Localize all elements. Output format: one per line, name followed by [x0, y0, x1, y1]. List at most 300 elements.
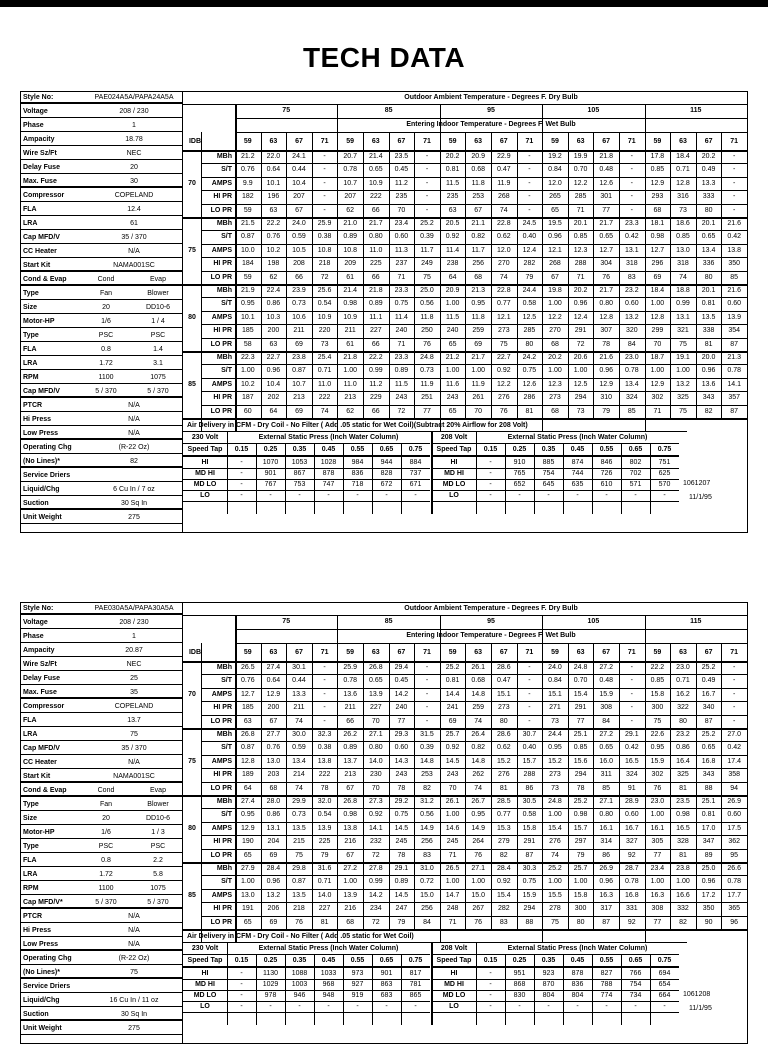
- perf-value: 0.98: [676, 811, 690, 819]
- wet-bulb-header: 67: [704, 649, 713, 656]
- perf-value: 66: [371, 340, 380, 348]
- air-cfm-value: 754: [542, 470, 555, 477]
- perf-value: 0.89: [343, 744, 357, 752]
- perf-value: 29.8: [292, 865, 306, 872]
- perf-value: 74: [295, 717, 303, 725]
- perf-value: 21.6: [599, 354, 613, 361]
- perf-value: 0.45: [394, 166, 409, 174]
- perf-value: 347: [702, 838, 715, 846]
- wet-bulb-header: 59: [346, 649, 355, 656]
- perf-value: 0.75: [522, 367, 537, 375]
- grid-line: [593, 643, 594, 929]
- air-cfm-value: -: [385, 1003, 388, 1010]
- perf-value: 350: [728, 260, 741, 268]
- air-esp-title: External Static Press (Inch Water Column): [258, 434, 399, 441]
- perf-value: 296: [651, 260, 664, 268]
- perf-value: 21.2: [445, 354, 460, 361]
- air-cfm-value: 1088: [291, 970, 308, 977]
- grid-line: [432, 443, 679, 444]
- perf-value: 16.4: [676, 757, 690, 765]
- air-volt-label: 230 Volt: [191, 945, 219, 952]
- air-esp-value: 0.25: [512, 446, 527, 453]
- perf-value: 0.96: [599, 878, 613, 886]
- perf-value: 13.5: [292, 891, 306, 899]
- air-speed-tap: MD LO: [442, 481, 466, 488]
- perf-value: 79: [397, 918, 406, 926]
- perf-value: 234: [369, 905, 382, 913]
- perf-row-label: MBh: [216, 798, 232, 805]
- spec-row: [21, 176, 183, 188]
- spec-column: [21, 92, 183, 532]
- perf-value: 70: [397, 206, 406, 214]
- spec-label: LRA: [23, 360, 38, 367]
- spec-row: [21, 757, 183, 769]
- wet-bulb-header: 63: [679, 649, 687, 656]
- grid-line: [201, 391, 747, 392]
- perf-value: 67: [551, 273, 559, 281]
- perf-value: 15.7: [573, 824, 588, 832]
- perf-value: 0.95: [471, 300, 485, 308]
- perf-value: 0.65: [701, 744, 716, 752]
- perf-value: -: [323, 179, 326, 187]
- perf-value: 27.4: [266, 664, 281, 671]
- perf-value: 243: [395, 394, 408, 402]
- air-cfm-value: -: [298, 1003, 301, 1010]
- perf-value: 80: [704, 206, 713, 214]
- wet-bulb-header: 63: [679, 138, 687, 145]
- spec-value-evap: 1 / 4: [151, 318, 165, 325]
- perf-value: 0.86: [676, 744, 690, 752]
- air-cfm-value: -: [298, 492, 301, 499]
- perf-value: -: [425, 206, 429, 214]
- wet-bulb-header: 67: [397, 649, 406, 656]
- perf-value: 27.7: [266, 731, 281, 738]
- perf-value: 19.9: [573, 153, 588, 160]
- perf-value: 362: [728, 838, 741, 846]
- air-cfm-value: -: [240, 992, 243, 999]
- perf-value: 22.2: [650, 664, 665, 671]
- air-cfm-value: 846: [600, 459, 613, 466]
- perf-value: 23.2: [624, 287, 639, 294]
- spec-label: Liquid/Chg: [23, 486, 60, 493]
- perf-value: -: [323, 153, 326, 160]
- perf-value: 16.3: [599, 891, 613, 899]
- air-cfm-value: 625: [658, 470, 671, 477]
- spec-label: LRA: [23, 871, 38, 878]
- perf-value: 25.2: [573, 798, 588, 805]
- perf-value: 69: [448, 717, 457, 725]
- perf-value: 30.3: [522, 865, 537, 872]
- grid-line: [183, 479, 430, 480]
- wet-bulb-header: 59: [653, 138, 662, 145]
- perf-value: -: [323, 677, 326, 685]
- perf-value: -: [425, 690, 429, 698]
- air-esp-value: 0.15: [234, 957, 249, 964]
- perf-value: 268: [497, 193, 510, 201]
- perf-value: 1.00: [445, 878, 460, 886]
- air-cfm-value: -: [240, 492, 243, 499]
- grid-line: [568, 132, 569, 418]
- perf-value: -: [630, 664, 633, 671]
- perf-value: -: [425, 179, 429, 187]
- perf-value: 17.4: [727, 757, 741, 765]
- perf-value: 27.1: [368, 731, 383, 738]
- air-speed-tap-label: Speed Tap: [187, 446, 223, 453]
- perf-value: 27.8: [368, 865, 383, 872]
- perf-value: 22.3: [240, 354, 255, 361]
- perf-value: 235: [395, 193, 408, 201]
- air-cfm-value: 901: [380, 970, 393, 977]
- perf-value: -: [323, 664, 326, 671]
- perf-value: 28.0: [266, 798, 281, 805]
- grid-line: [201, 849, 747, 850]
- spec-value-cond: Fan: [99, 801, 113, 808]
- air-esp-value: 0.45: [570, 446, 585, 453]
- perf-value: 225: [318, 838, 331, 846]
- perf-value: 229: [369, 394, 382, 402]
- perf-value: 80: [576, 918, 585, 926]
- air-speed-tap: LO: [449, 1003, 459, 1010]
- perf-value: 84: [423, 918, 431, 926]
- perf-value: 270: [549, 327, 561, 335]
- perf-value: 12.9: [650, 380, 665, 388]
- air-esp-value: 0.15: [483, 446, 498, 453]
- perf-value: 0.78: [624, 367, 639, 375]
- spec-value: (R-22 Oz): [118, 955, 150, 962]
- perf-value: 25.1: [573, 731, 588, 738]
- perf-value: 81: [525, 407, 534, 415]
- spec-value: 12.4: [127, 206, 141, 213]
- spec-label: Compressor: [23, 192, 65, 199]
- perf-value: 0.85: [650, 677, 665, 685]
- perf-row-label: HI PR: [213, 327, 232, 335]
- perf-value: 15.8: [522, 824, 537, 832]
- perf-value: 10.4: [292, 179, 306, 187]
- perf-value: 76: [602, 273, 611, 281]
- perf-value: 0.58: [522, 811, 537, 819]
- spec-label: RPM: [23, 374, 39, 381]
- perf-value: 27.2: [599, 731, 613, 738]
- air-cfm-value: 984: [351, 459, 364, 466]
- perf-value: -: [425, 664, 429, 671]
- perf-value: 23.4: [650, 865, 665, 872]
- perf-value: 0.65: [599, 233, 613, 241]
- perf-value: 294: [574, 394, 587, 402]
- perf-value: 19.8: [548, 287, 562, 294]
- perf-value: 0.85: [650, 166, 665, 174]
- perf-value: 15.9: [650, 757, 665, 765]
- grid-line: [183, 1001, 430, 1002]
- spec-value: 20.87: [125, 647, 143, 654]
- spec-row: [21, 162, 183, 174]
- perf-row-label: AMPS: [211, 690, 232, 698]
- wet-bulb-header: 63: [371, 138, 380, 145]
- perf-value: 21.7: [368, 220, 383, 227]
- perf-value: 67: [346, 851, 355, 859]
- footer-date: 11/1/95: [689, 1005, 712, 1012]
- perf-value: 77: [397, 717, 406, 725]
- perf-row-label: HI PR: [213, 394, 232, 402]
- perf-value: 23.2: [676, 731, 690, 738]
- perf-value: 267: [472, 905, 485, 913]
- perf-value: 0.47: [496, 166, 511, 174]
- spec-row: [21, 855, 183, 867]
- perf-value: 26.2: [343, 731, 357, 738]
- perf-value: 20.2: [701, 153, 716, 160]
- spec-value: NEC: [126, 150, 142, 157]
- perf-value: 25.6: [317, 287, 332, 294]
- spec-row: [21, 953, 183, 965]
- spec-row: [21, 358, 183, 370]
- spec-label: Type: [23, 843, 39, 850]
- perf-value: 75: [295, 851, 303, 859]
- perf-value: 0.68: [471, 166, 485, 174]
- perf-value: 13.2: [266, 891, 281, 899]
- perf-value: 1.00: [548, 300, 562, 308]
- spec-value: N/A: [128, 913, 140, 920]
- perf-value: 22.6: [650, 731, 665, 738]
- perf-value: 21.6: [727, 220, 741, 227]
- perf-value: 19.5: [548, 220, 562, 227]
- air-esp-value: 0.55: [350, 957, 365, 964]
- perf-value: 227: [369, 704, 382, 712]
- perf-value: 25.2: [701, 664, 716, 671]
- perf-value: 0.76: [266, 233, 281, 241]
- perf-value: 23.8: [676, 865, 690, 872]
- perf-value: 24.4: [522, 287, 537, 294]
- spec-label: Compressor: [23, 703, 65, 710]
- perf-value: 13.4: [624, 380, 639, 388]
- perf-value: 240: [395, 327, 408, 335]
- perf-value: -: [733, 664, 736, 671]
- perf-value: 1.00: [650, 811, 665, 819]
- perf-value: -: [733, 206, 736, 214]
- perf-value: 0.84: [548, 166, 562, 174]
- perf-value: 13.4: [292, 757, 306, 765]
- perf-value: 75: [679, 340, 687, 348]
- air-cfm-value: 734: [629, 992, 642, 999]
- spec-label: Cap MFD/V: [23, 234, 60, 241]
- spec-label: FLA: [23, 206, 37, 213]
- perf-value: 21.8: [343, 354, 357, 361]
- perf-row-label: MBh: [216, 354, 232, 361]
- spec-label: Voltage: [23, 108, 48, 115]
- spec-label: Low Press: [23, 430, 59, 437]
- air-speed-tap: HI: [201, 459, 209, 466]
- perf-value: 23.9: [292, 287, 306, 294]
- perf-value: 68: [551, 407, 559, 415]
- air-cfm-value: 836: [351, 470, 364, 477]
- grid-line: [563, 954, 564, 1025]
- grid-line: [183, 979, 430, 980]
- spec-label: Liquid/Chg: [23, 997, 60, 1004]
- perf-value: -: [630, 704, 633, 712]
- grid-line: [256, 954, 257, 1025]
- wet-bulb-header: 67: [602, 649, 611, 656]
- grid-line: [476, 431, 477, 514]
- perf-value: 68: [474, 273, 483, 281]
- perf-value: 83: [423, 851, 431, 859]
- perf-value: 0.65: [368, 166, 383, 174]
- perf-value: 26.6: [727, 865, 741, 872]
- perf-value: 0.65: [599, 744, 613, 752]
- spec-value-evap: 5.8: [153, 871, 163, 878]
- wet-bulb-header: 63: [269, 138, 278, 145]
- perf-value: 11.0: [318, 380, 332, 388]
- spec-label: FLA: [23, 857, 37, 864]
- perf-value: 26.1: [471, 664, 485, 671]
- perf-row-label: LO PR: [210, 784, 232, 792]
- perf-row-label: HI PR: [213, 905, 232, 913]
- perf-value: 222: [318, 771, 331, 779]
- perf-value: 0.98: [650, 233, 665, 241]
- air-cfm-value: -: [269, 1003, 272, 1010]
- perf-value: 87: [730, 407, 739, 415]
- spec-value: NAMA001SC: [113, 773, 155, 780]
- perf-value: 22.2: [266, 220, 281, 227]
- grid-line: [505, 954, 506, 1025]
- spec-row: [21, 302, 183, 314]
- perf-value: 0.92: [445, 233, 460, 241]
- grid-line: [670, 643, 671, 929]
- perf-value: 11.9: [420, 380, 434, 388]
- perf-value: 23.4: [394, 220, 409, 227]
- spec-value: COPELAND: [114, 703, 154, 710]
- perf-value: 0.56: [420, 811, 434, 819]
- perf-value: 14.5: [394, 824, 409, 832]
- perf-value: 20.1: [701, 220, 716, 227]
- spec-value-evap: 1 / 3: [151, 829, 165, 836]
- spec-row: [21, 827, 183, 839]
- spec-label: Cap MFD/V*: [23, 899, 63, 906]
- perf-value: 14.4: [445, 690, 460, 698]
- grid-line: [621, 443, 622, 514]
- perf-value: -: [528, 690, 531, 698]
- perf-value: 14.8: [471, 757, 485, 765]
- spec-value: NEC: [126, 661, 142, 668]
- perf-value: 222: [318, 394, 331, 402]
- spec-label: Hi Press: [23, 927, 52, 934]
- air-speed-tap: HI: [201, 970, 209, 977]
- perf-value: 211: [293, 704, 305, 712]
- spec-label: CC Heater: [23, 759, 57, 766]
- spec-value: 30 Sq In: [120, 1011, 148, 1018]
- footer-id: 1061208: [683, 991, 711, 998]
- perf-value: 25.0: [701, 865, 716, 872]
- air-cfm-value: -: [663, 1003, 666, 1010]
- air-volt-label: 230 Volt: [191, 434, 219, 441]
- perf-value: 16.6: [676, 891, 690, 899]
- perf-value: 69: [474, 340, 483, 348]
- air-cfm-value: -: [518, 492, 521, 499]
- perf-value: 302: [651, 394, 664, 402]
- perf-row-label: LO PR: [210, 717, 232, 725]
- perf-value: 11.4: [394, 313, 408, 321]
- air-cfm-value: 885: [542, 459, 555, 466]
- spec-row: [21, 288, 183, 300]
- spec-value: (R-22 Oz): [118, 444, 150, 451]
- spec-label: Service Driers: [23, 472, 71, 479]
- perf-value: 0.78: [727, 367, 741, 375]
- air-cfm-value: 747: [322, 481, 335, 488]
- outdoor-temp-header: 105: [587, 107, 600, 114]
- perf-value: 71: [576, 206, 585, 214]
- grid-line: [670, 132, 671, 418]
- air-volt-label: 208 Volt: [440, 434, 468, 441]
- perf-value: 76: [474, 851, 483, 859]
- perf-value: 27.1: [599, 798, 613, 805]
- grid-line: [414, 132, 415, 418]
- perf-value: 0.49: [701, 166, 716, 174]
- grid-line: [389, 132, 390, 418]
- grid-line: [401, 954, 402, 1025]
- perf-row-label: HI PR: [213, 193, 232, 201]
- perf-value: 74: [474, 717, 483, 725]
- perf-value: 285: [574, 193, 587, 201]
- perf-value: 235: [446, 193, 459, 201]
- air-cfm-value: 878: [322, 470, 335, 477]
- air-cfm-value: -: [240, 981, 243, 988]
- air-esp-title: External Static Press (Inch Water Column): [507, 434, 648, 441]
- perf-value: 65: [551, 206, 559, 214]
- air-cfm-value: -: [385, 492, 388, 499]
- perf-value: 11.8: [471, 313, 485, 321]
- spec-value-cond: 1.72: [99, 871, 113, 878]
- perf-value: 0.48: [599, 166, 613, 174]
- perf-value: 10.1: [266, 179, 281, 187]
- perf-value: 238: [446, 260, 459, 268]
- perf-value: 340: [702, 704, 715, 712]
- perf-value: 11.9: [471, 380, 485, 388]
- grid-line: [372, 954, 373, 1025]
- perf-value: 300: [651, 704, 664, 712]
- perf-value: 322: [677, 704, 689, 712]
- grid-line: [201, 405, 747, 406]
- grid-line: [432, 1001, 679, 1002]
- perf-value: 189: [241, 771, 254, 779]
- perf-value: 80: [679, 717, 687, 725]
- wet-bulb-header: 71: [730, 138, 739, 145]
- air-speed-tap: MD LO: [193, 481, 217, 488]
- grid-line: [517, 132, 518, 418]
- spec-label: Voltage: [23, 619, 48, 626]
- perf-value: 61: [346, 340, 355, 348]
- perf-value: 200: [267, 704, 280, 712]
- perf-value: 15.7: [522, 757, 537, 765]
- perf-value: 92: [627, 851, 636, 859]
- perf-value: -: [528, 704, 531, 712]
- perf-value: 0.64: [266, 677, 281, 685]
- perf-value: 271: [549, 704, 561, 712]
- perf-value: 78: [397, 784, 406, 792]
- air-cfm-value: 948: [322, 992, 335, 999]
- grid-line: [696, 132, 697, 418]
- air-cfm-value: 946: [293, 992, 306, 999]
- spec-row: [21, 246, 183, 258]
- air-cfm-value: -: [414, 492, 417, 499]
- perf-value: 12.3: [548, 380, 562, 388]
- spec-row: [21, 400, 183, 412]
- perf-value: -: [528, 166, 531, 174]
- spec-row: [21, 785, 183, 797]
- perf-value: 243: [395, 771, 408, 779]
- spec-value-cond: Cond: [97, 787, 115, 794]
- perf-value: -: [733, 179, 736, 187]
- grid-line: [619, 132, 620, 418]
- perf-value: 23.8: [292, 354, 306, 361]
- perf-value: 11.1: [369, 313, 383, 321]
- perf-value: 343: [702, 394, 715, 402]
